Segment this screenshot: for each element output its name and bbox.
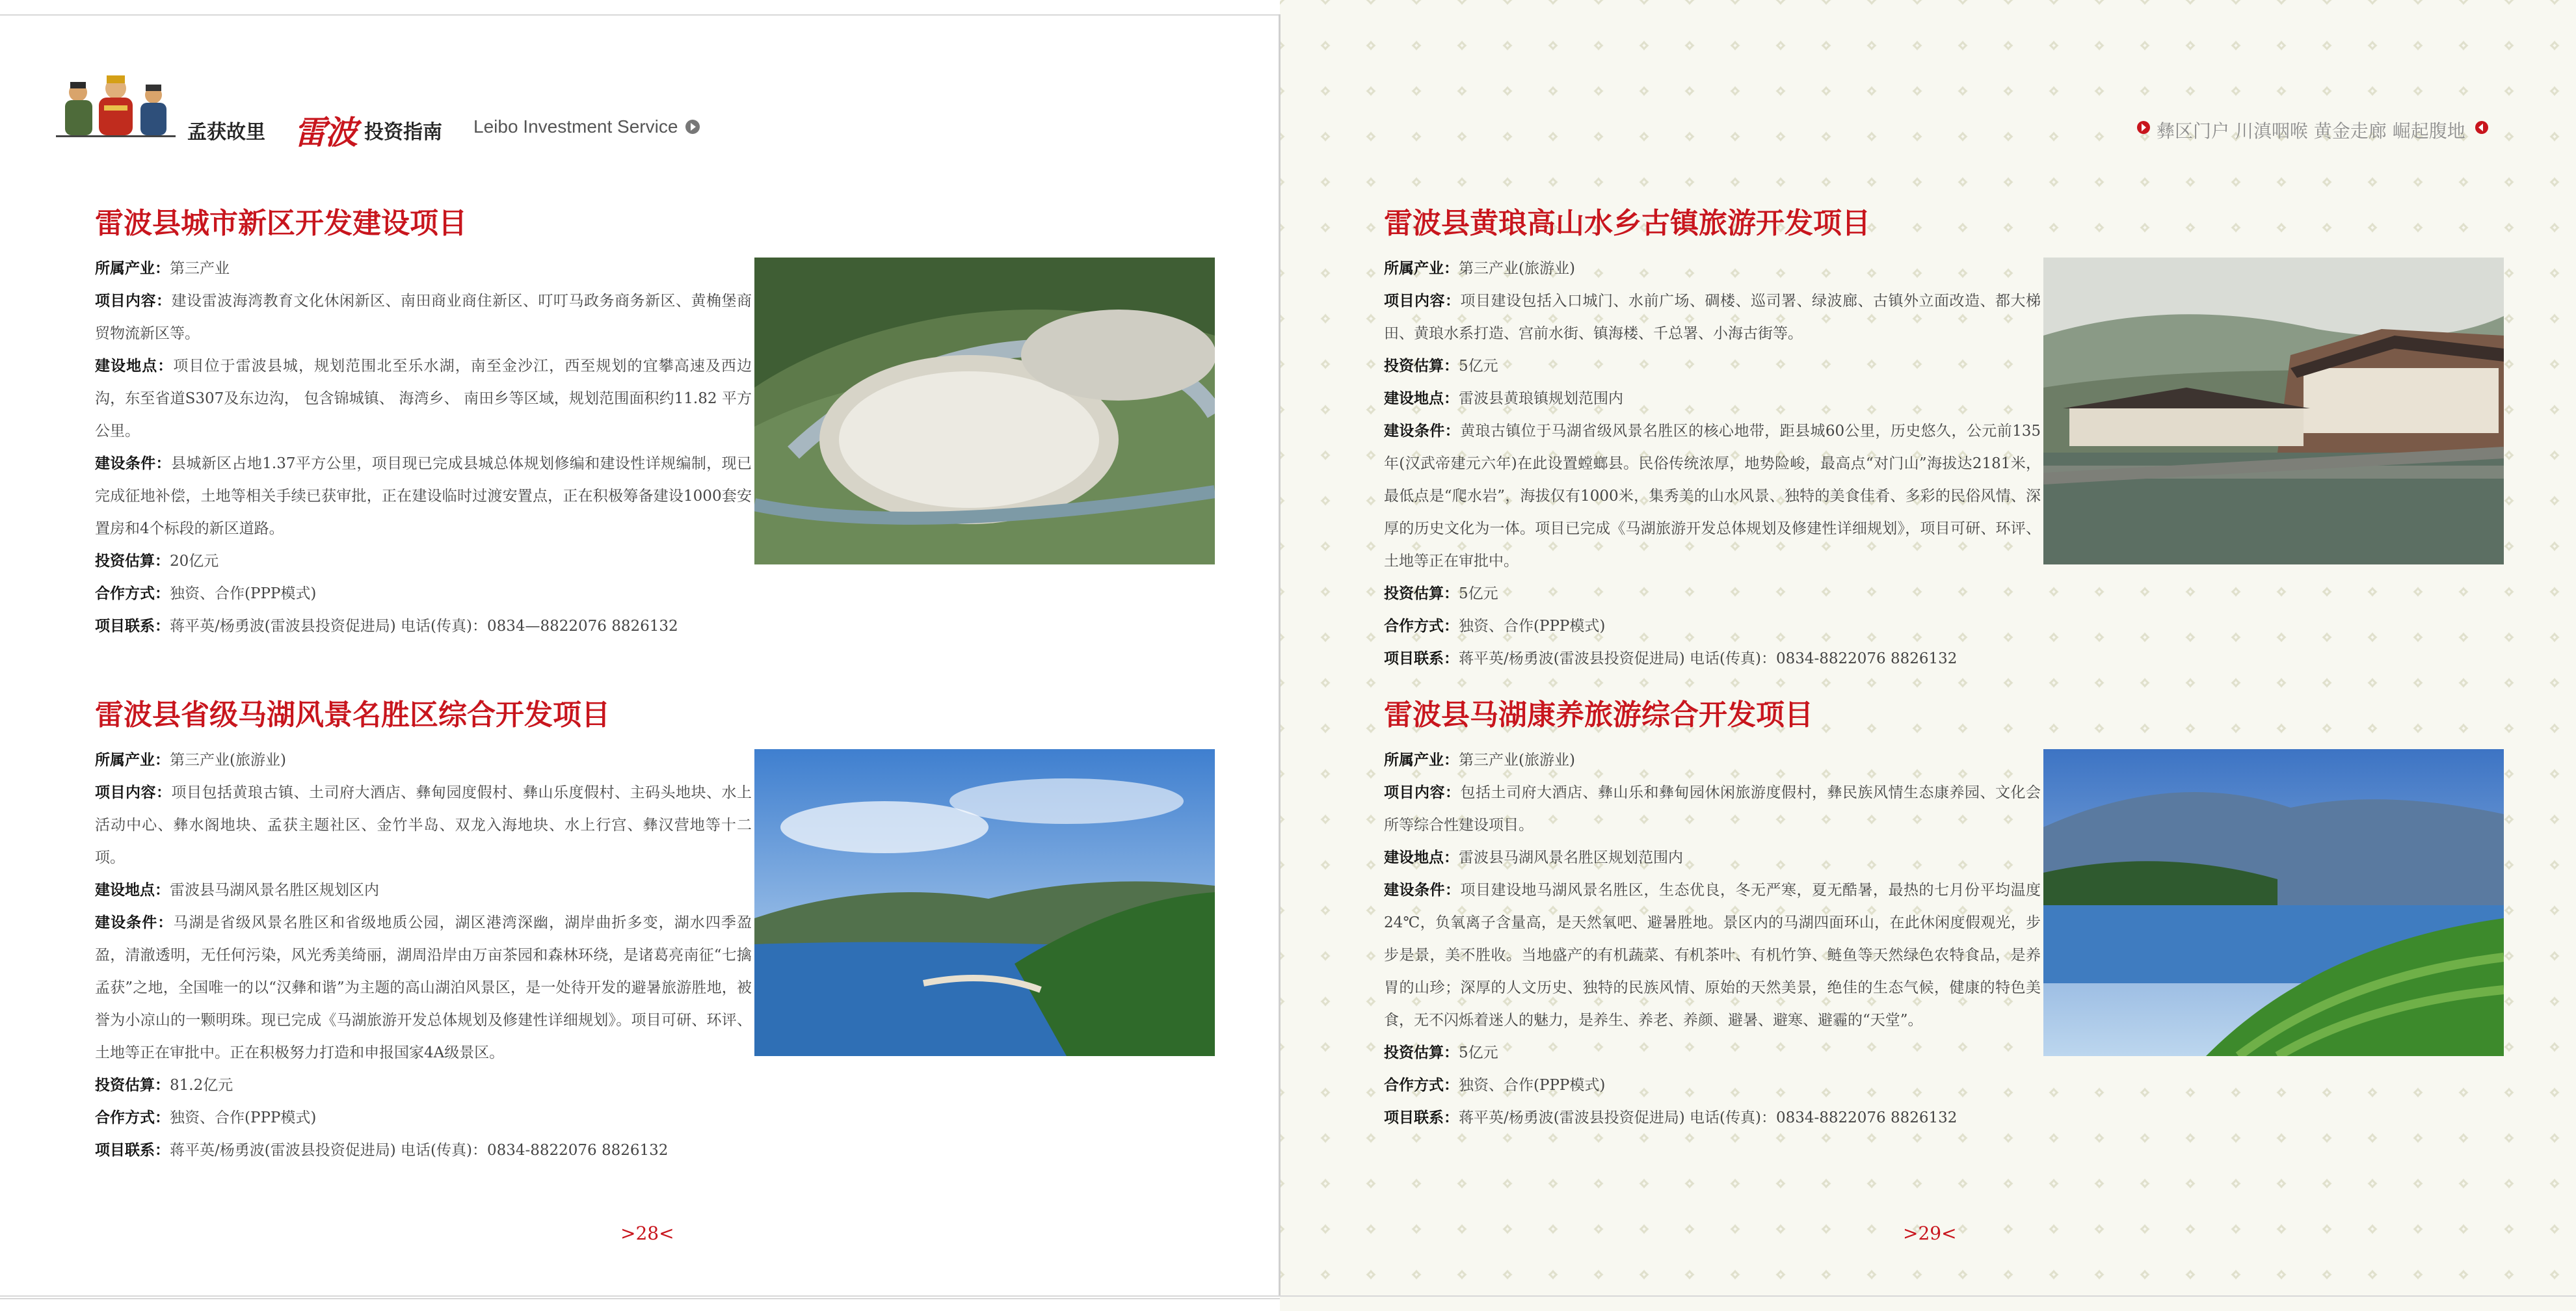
brand-calligraphy: 雷波 [294, 113, 356, 152]
aerial-city-rendering-image [754, 258, 1215, 564]
field-row: 合作方式：独资、合作(PPP模式) [1384, 1077, 1606, 1094]
field-row: 合作方式：独资、合作(PPP模式) [95, 1109, 317, 1126]
project-title: 雷波县省级马湖风景名胜区综合开发项目 [95, 698, 610, 732]
project-title: 雷波县城市新区开发建设项目 [95, 207, 467, 240]
field-row: 项目内容：项目建设包括入口城门、水前广场、碉楼、巡司署、绿波廊、古镇外立面改造、都大梯田、黄琅水系打造、宫前水街、镇海楼、千总署、小海古街等。 [1384, 293, 2041, 342]
field-row: 投资估算：81.2亿元 [95, 1077, 233, 1094]
header-english-title: Leibo Investment Service [473, 116, 678, 137]
field-row: 建设条件：马湖是省级风景名胜区和省级地质公园，湖区港湾深幽，湖岸曲折多变，湖水四季盈盈，清澈透明，无任何污染，风光秀美绮丽，湖周沿岸由万亩茶园和森林环绕，是诸葛亮南征“七擒孟获”之地，全国唯一的以“汉彝和谐”为主题的高山湖泊风景区，是一处待开发的避暑旅游胜地，被誉为小凉山的一颗明珠。现已完成《马湖旅游开发总体规划及修建性详细规划》。项目可研、环评、土地等正在审批中。正在积极努力打造和申报国家4A级景区。 [95, 914, 752, 1061]
field-row: 建设条件：县城新区占地1.37平方公里，项目现已完成县城总体规划修编和建设性详规编制，现已完成征地补偿，土地等相关手续已获审批，正在建设临时过渡安置点，正在积极筹备建设1000套安置房和4个标段的新区道路。 [95, 455, 752, 537]
header-hometown-title: 孟获故里 [187, 121, 265, 144]
field-row: 项目联系：蒋平英/杨勇波(雷波县投资促进局) 电话(传真)：0834-8822076 8826132 [1384, 650, 1958, 667]
field-row: 建设地点：项目位于雷波县城，规划范围北至乐水湖，南至金沙江，西至规划的宜攀高速及西边沟，东至省道S307及东边沟， 包含锦城镇、 海湾乡、 南田乡等区域，规划范围面积约11.82 平方公里。 [95, 358, 752, 440]
field-row: 项目内容：建设雷波海湾教育文化休闲新区、南田商业商住新区、叮叮马政务商务新区、黄桷堡商贸物流新区等。 [95, 293, 752, 342]
brand-subtitle: 投资指南 [364, 121, 442, 144]
field-row: 投资估算：20亿元 [95, 553, 219, 570]
field-row: 投资估算：5亿元 [1384, 358, 1498, 375]
field-row: 所属产业：第三产业 [95, 260, 230, 277]
mahu-lake-landscape-image [754, 749, 1215, 1056]
lake-mountain-tea-garden-image [2043, 749, 2504, 1056]
field-row: 建设地点：雷波县马湖风景名胜区规划范围内 [1384, 849, 1683, 866]
field-row: 所属产业：第三产业(旅游业) [95, 752, 286, 769]
page-spine [1279, 14, 1281, 1297]
header-slogan: 彝区门户 川滇咽喉 黄金走廊 崛起腹地 [2157, 120, 2465, 142]
field-row: 项目内容：项目包括黄琅古镇、土司府大酒店、彝甸园度假村、彝山乐度假村、主码头地块、水上活动中心、彝水阁地块、孟获主题社区、金竹半岛、双龙入海地块、水上行宫、彝汉营地等十二项。 [95, 784, 752, 866]
field-row: 投资估算：5亿元 [1384, 1044, 1498, 1061]
project-block-4 [1384, 697, 2041, 1134]
field-row: 项目联系：蒋平英/杨勇波(雷波县投资促进局) 电话(传真)：0834-8822076 8826132 [95, 1142, 669, 1159]
project-title: 雷波县黄琅高山水乡古镇旅游开发项目 [1384, 207, 1870, 240]
field-row: 建设条件：项目建设地马湖风景名胜区，生态优良，冬无严寒，夏无酷暑，最热的七月份平均温度24℃，负氧离子含量高，是天然氧吧、避暑胜地。景区内的马湖四面环山，在此休闲度假观光，步步是景，美不胜收。当地盛产的有机蔬菜、有机茶叶、有机竹笋、鲢鱼等天然绿色农特食品，是养胃的山珍；深厚的人文历史、独特的民族风情、原始的天然美景，绝佳的生态气候，健康的特色美食，无不闪烁着迷人的魅力，是养生、养老、养颜、避暑、避寒、避霾的“天堂”。 [1384, 882, 2041, 1029]
field-row: 合作方式：独资、合作(PPP模式) [95, 585, 317, 602]
page-number-left: >28< [620, 1223, 674, 1244]
arrow-right-icon [2137, 121, 2150, 134]
field-row: 项目内容：包括土司府大酒店、彝山乐和彝甸园休闲旅游度假村，彝民族风情生态康养园、文化会所等综合性建设项目。 [1384, 784, 2041, 834]
ancient-town-waterside-image [2043, 258, 2504, 564]
project-block-3 [1384, 205, 2041, 675]
field-row: 投资估算：5亿元 [1384, 585, 1498, 602]
field-row: 项目联系：蒋平英/杨勇波(雷波县投资促进局) 电话(传真)：0834-8822076 8826132 [1384, 1109, 1958, 1126]
arrow-left-icon [2475, 121, 2488, 134]
project-block-2 [95, 697, 752, 1167]
page-number-right: >29< [1903, 1223, 1957, 1244]
field-row: 建设地点：雷波县马湖风景名胜区规划区内 [95, 882, 379, 899]
field-row: 所属产业：第三产业(旅游业) [1384, 752, 1575, 769]
project-block-1 [95, 205, 752, 642]
play-arrow-icon [685, 120, 700, 134]
project-title: 雷波县马湖康养旅游综合开发项目 [1384, 698, 1813, 732]
field-row: 项目联系：蒋平英/杨勇波(雷波县投资促进局) 电话(传真)：0834—8822076 8826132 [95, 618, 678, 635]
field-row: 建设地点：雷波县黄琅镇规划范围内 [1384, 390, 1623, 407]
field-row: 合作方式：独资、合作(PPP模式) [1384, 618, 1606, 635]
field-row: 建设条件：黄琅古镇位于马湖省级风景名胜区的核心地带，距县城60公里，历史悠久，公元前135年(汉武帝建元六年)在此设置螳螂县。民俗传统浓厚，地势险峻，最高点“对门山”海拔达2181米，最低点是“爬水岩”，海拔仅有1000米，集秀美的山水风景、独特的美食佳肴、多彩的民俗风情、深厚的历史文化为一体。项目已完成《马湖旅游开发总体规划及修建性详细规划》，项目可研、环评、土地等正在审批中。 [1384, 423, 2041, 570]
field-row: 所属产业：第三产业(旅游业) [1384, 260, 1575, 277]
costumed-figures-logo [56, 73, 176, 138]
bottom-border [0, 1295, 2576, 1297]
